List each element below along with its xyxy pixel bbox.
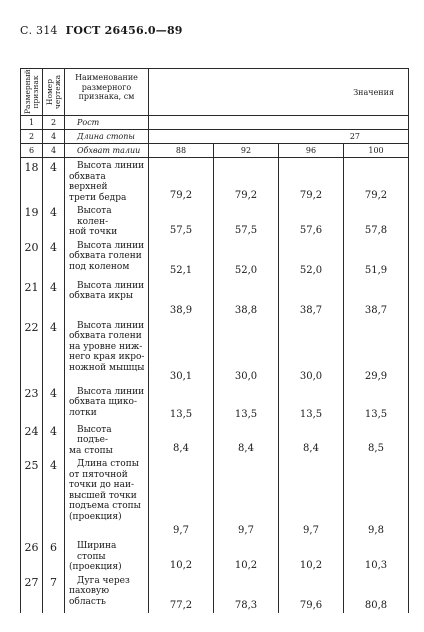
value-cell: 79,2 [344,158,409,204]
row-number: 19 [21,203,43,238]
feature-name: Высота линии обхвата голени на уровне ниж- него края икро- ножной мышцы [65,318,149,384]
table-row [21,422,409,457]
row-number: 18 [21,158,43,204]
row-foot-length: 2 4 Длина стопы 27 [21,130,409,144]
feature-name: Ширина стопы (проекция) [65,538,149,573]
value-cell: 9,7 [214,456,279,538]
feature-name: Высота подъе- ма стопы [65,422,149,457]
feature-name: Длина стопы от пяточной точки до наи- высшей точки подъема стопы (проекция) [65,456,149,538]
table-row [21,384,409,422]
value-cell: 10,2 [214,538,279,573]
column-header-size-feature: Размерный признак [21,69,43,116]
row-number: 24 [21,422,43,457]
table-row [21,456,409,538]
value-cell: 30,0 [214,318,279,384]
feature-name: Высота колен- ной точки [65,203,149,238]
table-row [21,278,409,318]
drawing-number: 4 [43,384,65,422]
value-cell: 38,7 [279,278,344,318]
value-cell: 9,7 [149,456,214,538]
row-number: 23 [21,384,43,422]
measurements-table [20,68,409,613]
value-cell: 10,2 [279,538,344,573]
value-cell: 77,2 [149,573,214,613]
value-cell: 52,1 [149,238,214,278]
table-row [21,318,409,384]
column-header-values: Значения [149,69,409,116]
value-cell: 52,0 [279,238,344,278]
value-cell: 57,8 [344,203,409,238]
page-number: С. 314 [20,24,58,37]
value-cell: 13,5 [344,384,409,422]
value-cell: 8,4 [149,422,214,457]
value-cell: 38,9 [149,278,214,318]
value-cell: 52,0 [214,238,279,278]
index-row: 1 2 Рост [21,116,409,130]
value-cell: 57,6 [279,203,344,238]
value-cell: 9,7 [279,456,344,538]
table-row [21,573,409,613]
value-cell: 57,5 [214,203,279,238]
column-header-name: Наименование размерного признака, см [65,69,149,116]
table-row [21,203,409,238]
page-header [20,24,187,37]
table-row [21,538,409,573]
feature-name: Высота линии обхвата щико- лотки [65,384,149,422]
row-number: 26 [21,538,43,573]
row-number: 25 [21,456,43,538]
value-cell: 51,9 [344,238,409,278]
value-cell: 10,3 [344,538,409,573]
value-cell: 9,8 [344,456,409,538]
feature-name: Высота линии обхвата икры [65,278,149,318]
value-cell: 13,5 [149,384,214,422]
table-row [21,238,409,278]
column-header-drawing-number: Номер чертежа [43,69,65,116]
drawing-number: 4 [43,203,65,238]
value-cell: 79,6 [279,573,344,613]
standard-code: ГОСТ 26456.0—89 [65,24,183,37]
feature-name: Дуга через паховую область [65,573,149,613]
value-cell: 13,5 [279,384,344,422]
drawing-number: 4 [43,422,65,457]
value-cell: 57,5 [149,203,214,238]
value-cell: 10,2 [149,538,214,573]
value-cell: 8,4 [214,422,279,457]
row-number: 20 [21,238,43,278]
value-cell: 38,7 [344,278,409,318]
value-cell: 80,8 [344,573,409,613]
feature-name: Высота линии обхвата голени под коленом [65,238,149,278]
value-cell: 13,5 [214,384,279,422]
drawing-number: 6 [43,538,65,573]
drawing-number: 4 [43,238,65,278]
drawing-number: 4 [43,278,65,318]
drawing-number: 4 [43,318,65,384]
value-cell: 8,4 [279,422,344,457]
value-cell: 79,2 [279,158,344,204]
drawing-number: 7 [43,573,65,613]
value-cell: 79,2 [214,158,279,204]
value-cell: 38,8 [214,278,279,318]
drawing-number: 4 [43,158,65,204]
value-cell: 30,0 [279,318,344,384]
feature-name: Высота линии обхвата верхней трети бедра [65,158,149,204]
row-number: 22 [21,318,43,384]
drawing-number: 4 [43,456,65,538]
value-cell: 8,5 [344,422,409,457]
row-number: 21 [21,278,43,318]
row-waist-girth: 6 4 Обхват талии 88 92 96 100 [21,144,409,158]
value-cell: 79,2 [149,158,214,204]
value-cell: 29,9 [344,318,409,384]
table-row [21,158,409,204]
row-number: 27 [21,573,43,613]
value-cell: 30,1 [149,318,214,384]
value-cell: 78,3 [214,573,279,613]
